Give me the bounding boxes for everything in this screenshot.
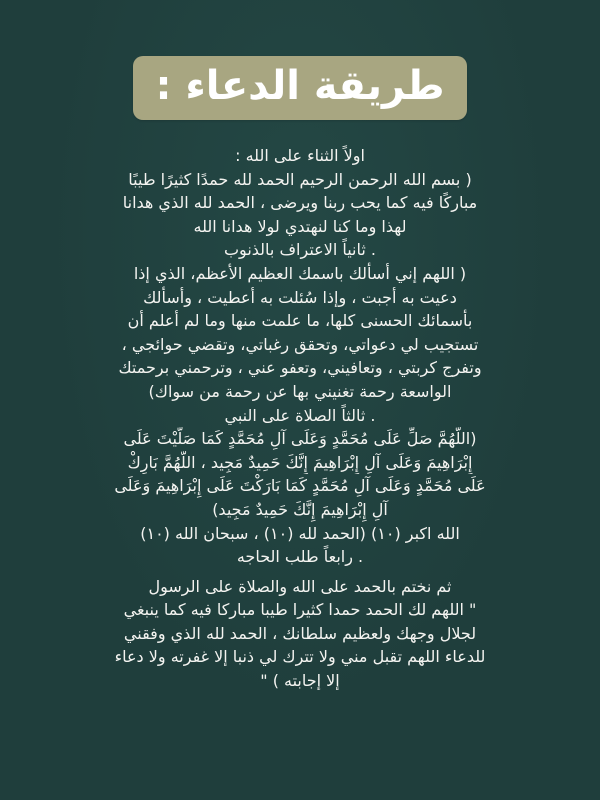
section-heading: . ثالثاً الصلاة على النبي (224, 405, 376, 425)
text-line: إلا إجابته ) " (260, 671, 340, 691)
text-line: لهذا وما كنا لنهتدي لولا هدانا الله (193, 216, 407, 236)
text-line: آلِ إِبْرَاهِيمَ إِنَّكَ حَمِيدٌ مَجِيد) (212, 499, 388, 519)
text-line: لجلال وجهك ولعظيم سلطانك ، الحمد لله الذي وفقني (123, 623, 477, 643)
text-line: " اللهم لك الحمد حمدا كثيرا طيبا مباركا فيه كما ينبغي (123, 600, 477, 620)
section-heading: . رابعاً طلب الحاجه (236, 547, 364, 567)
text-line: مباركًا فيه كما يحب ربنا ويرضى ، الحمد لله الذي هدانا (122, 193, 478, 213)
text-line: بأسمائك الحسنى كلها، ما علمت منها وما لم أعلم أن (127, 311, 473, 331)
text-line: تستجيب لي دعواتي، وتحقق رغباتي، وتقضي حوائجي ، (121, 334, 479, 354)
text-line: وتفرج كربتي ، وتعافيني، وتعفو عني ، وترحمني برحمتك (118, 358, 482, 378)
text-line: عَلَى مُحَمَّدٍ وَعَلَى آلِ مُحَمَّدٍ كَمَا بَارَكْتَ عَلَى إِبْرَاهِيمَ وَعَلَى (114, 476, 486, 496)
text-line: دعيت به أجبت ، وإذا سُئلت به أعطيت ، وأسألك (143, 287, 457, 307)
text-line: ( بسم الله الرحمن الرحيم الحمد لله حمدًا كثيرًا طيبًا (128, 169, 472, 189)
text-line: الواسعة رحمة تغنيني بها عن رحمة من سواك) (148, 381, 452, 401)
page-title: طريقة الدعاء : (133, 56, 466, 120)
text-line: الله اكبر (١٠) (الحمد لله (١٠) ، سبحان الله (١٠) (140, 523, 460, 543)
text-line: اولاً الثناء على الله : (235, 146, 365, 165)
title-wrap (0, 56, 600, 120)
text-line: ( اللهم إني أسألك باسمك العظيم الأعظم، الذي إذا (133, 263, 467, 283)
text-line: للدعاء اللهم تقبل مني ولا تترك لي ذنبا إلا غفرته ولا دعاء (114, 647, 486, 667)
text-line: (اللَّهُمَّ صَلِّ عَلَى مُحَمَّدٍ وَعَلَى آلِ مُحَمَّدٍ كَمَا صَلَّيْتَ عَلَى (123, 429, 477, 449)
text-line: ثم نختم بالحمد على الله والصلاة على الرسول (148, 576, 452, 596)
text-line: إِبْرَاهِيمَ وَعَلَى آلِ إِبْرَاهِيمَ إِنَّكَ حَمِيدٌ مَجِيد ، اللَّهُمَّ بَارِكْ (127, 452, 473, 472)
section-heading: . ثانياً الاعتراف بالذنوب (223, 240, 376, 260)
dua-text (22, 144, 578, 693)
